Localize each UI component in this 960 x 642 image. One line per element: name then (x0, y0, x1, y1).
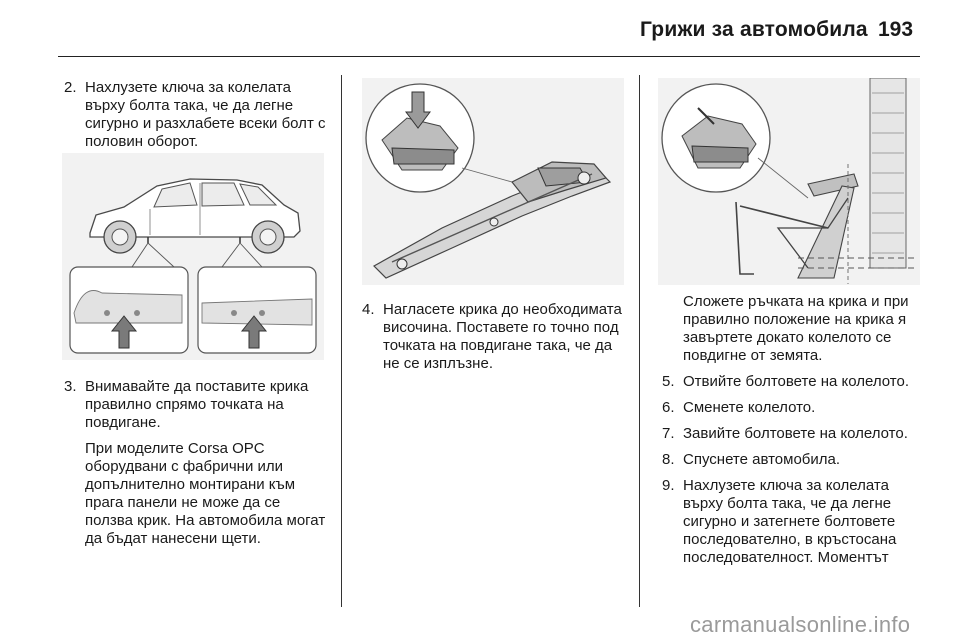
step-2 (64, 79, 326, 151)
figure-car-jacking-points (62, 153, 324, 360)
step-3 (64, 378, 326, 548)
step-text: Нагласете крика до необходимата височина. Поставете го точно под точката на повдигане така, че да не се изплъзне. (383, 301, 622, 372)
column-3 (662, 293, 924, 572)
step-4 (362, 301, 624, 373)
column-1-lower (64, 378, 326, 553)
figure-jack-handle-raising (658, 78, 920, 285)
step-number: 9. (662, 477, 675, 494)
page-number: 193 (878, 18, 914, 41)
step-text: Нахлузете ключа за колелата върху болта така, че да легне сигурно и разхлабете всеки болт с половин оборот. (85, 79, 326, 150)
step-8 (662, 451, 924, 469)
step-9 (662, 477, 924, 567)
column-divider-1 (341, 75, 342, 607)
step-text: Отвийте болтовете на колелото. (683, 373, 910, 390)
step-number: 3. (64, 378, 77, 395)
step-number: 5. (662, 373, 675, 390)
column-1 (64, 79, 326, 156)
watermark: carmanualsonline.info (690, 612, 911, 637)
step-7 (662, 425, 924, 443)
step-text: Нахлузете ключа за колелата върху болта така, че да легне сигурно и затегнете болтовете последователно, в кръстосана последователност. Моментът (683, 477, 897, 566)
step-text: Спуснете автомобила. (683, 451, 841, 468)
step-note: При моделите Corsa OPC оборудвани с фабрични или допълнително монтирани към прага панели не може да се ползва крик. На автомобила могат да бъдат нанесени щети. (85, 440, 326, 547)
column-2 (362, 301, 624, 378)
step-5 (662, 373, 924, 391)
step-number: 2. (64, 79, 77, 96)
step-text: Сменете колелото. (683, 399, 816, 416)
page-title: Грижи за автомобила (640, 18, 868, 41)
step-number: 8. (662, 451, 675, 468)
step-text: Завийте болтовете на колелото. (683, 425, 908, 442)
figure-jack-positioning (362, 78, 624, 285)
step-number: 6. (662, 399, 675, 416)
step-number: 4. (362, 301, 375, 318)
jack-handle-instruction: Сложете ръчката на крика и при правилно положение на крика я завъртете докато колелото се повдигне от земята. (683, 293, 909, 364)
header-divider (58, 56, 920, 57)
step-6 (662, 399, 924, 417)
step-number: 7. (662, 425, 675, 442)
column-divider-2 (639, 75, 640, 607)
step-text: Внимавайте да поставите крика правилно спрямо точката на повдигане. (85, 378, 309, 431)
